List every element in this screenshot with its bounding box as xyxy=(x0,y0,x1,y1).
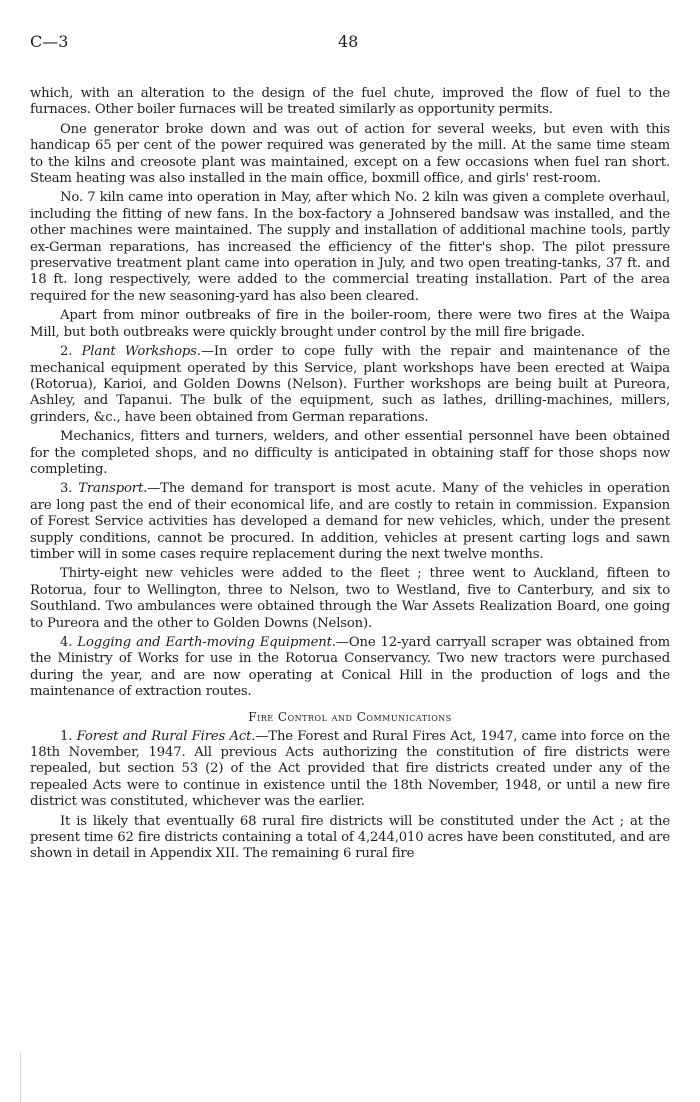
paragraph-mechanics: Mechanics, fitters and turners, welders, and other essential personnel have been obtained for the completed shops, and no difficulty is anticipated in obtaining staff for those shops now completing. xyxy=(30,429,670,477)
item-text: —The demand for transport is most acute. Many of the vehicles in operation are long past the end of their economical life, and are costly to retain in commission. Expansion of Forest Service activities has developed a demand for new vehicles, which, under the present supply conditions, cannot be procured. In addition, vehicles at present carting logs and sawn timber will in some cases require replacement during the next twelve months. xyxy=(30,481,670,562)
item-title: Forest and Rural Fires Act. xyxy=(76,728,256,744)
paragraph-vehicles: Thirty-eight new vehicles were added to the fleet ; three went to Auckland, fifteen to Rotorua, four to Wellington, three to Nelson, two to Westland, five to Canterbury, and six to Southland. Two ambulances were obtained through the War Assets Realization Board, one going to Pureora and the other to Golden Downs (Nelson). xyxy=(30,566,670,631)
paragraph-fires-act xyxy=(30,729,670,811)
paragraph-generator: One generator broke down and was out of action for several weeks, but even with this handicap 65 per cent of the power required was generated by the mill. At the same time steam to the kilns and creosote plant was maintained, except on a few occasions when fuel ran short. Steam heating was also installed in the main office, boxmill office, and girls' rest-room. xyxy=(30,121,670,187)
item-number: 4. xyxy=(60,635,73,650)
item-title: Logging and Earth-moving Equipment. xyxy=(77,635,336,650)
section-heading: Fire Control and Communications xyxy=(248,709,452,724)
item-number: 2. xyxy=(60,344,73,360)
item-title: Transport. xyxy=(78,481,148,497)
item-number: 1. xyxy=(60,728,73,744)
item-text: —In order to cope fully with the repair and maintenance of the mechanical equipment operated by this Service, plant workshops have been erected at Waipa (Rotorua), Karioi, and Golden Downs (Nelson). Further workshops are being built at Pureora, Ashley, and Tapanui. The bulk of the equipment, such as lathes, drilling-machines, millers, grinders, &c., have been obtained from German reparations. xyxy=(30,344,670,425)
margin-rule xyxy=(20,1052,21,1102)
paragraph-transport xyxy=(30,481,670,563)
item-number: 3. xyxy=(60,481,73,497)
item-text: —One 12-yard carryall scraper was obtained from the Ministry of Works for use in the Rotorua Conservancy. Two new tractors were purchased during the year, and are now operating at Conical Hill in the production of logs and the maintenance of extraction routes. xyxy=(30,635,670,700)
item-text: —The Forest and Rural Fires Act, 1947, came into force on the 18th November, 1947. All previous Acts authorizing the constitution of fire districts were repealed, but section 53 (2) of the Act provided that fire districts created under any of the repealed Acts were to continue in existence until the 18th November, 1948, or until a new fire district was constituted, whichever was the earlier. xyxy=(30,728,670,810)
document-reference: C—3 xyxy=(30,32,69,51)
paragraph-kilns: No. 7 kiln came into operation in May, after which No. 2 kiln was given a complete overhaul, including the fitting of new fans. In the box-factory a Johnsered bandsaw was installed, and the other machines were maintained. The supply and installation of additional machine tools, partly ex-German reparations, has increased the efficiency of the fitter's shop. The pilot pressure preservative treatment plant came into operation in July, and two open treating-tanks, 37 ft. and 18 ft. long respectively, were added to the commercial treating installation. Part of the area required for the new seasoning-yard has also been cleared. xyxy=(30,190,670,304)
paragraph-fire-districts: It is likely that eventually 68 rural fire districts will be constituted under the Act ; at the present time 62 fire districts containing a total of 4,244,010 acres have been constituted, and are shown in detail in Appendix XII. The remaining 6 rural fire xyxy=(30,813,670,862)
page-header xyxy=(30,32,670,56)
paragraph-logging-equipment xyxy=(30,635,670,701)
paragraph-fuel-chute: which, with an alteration to the design of the fuel chute, improved the flow of fuel to the furnaces. Other boiler furnaces will be treated similarly as opportunity permits. xyxy=(30,86,670,118)
page-number: 48 xyxy=(338,32,359,51)
paragraph-fires: Apart from minor outbreaks of fire in the boiler-room, there were two fires at the Waipa Mill, but both outbreaks were quickly brought under control by the mill fire brigade. xyxy=(30,308,670,340)
item-title: Plant Workshops. xyxy=(81,344,201,360)
paragraph-plant-workshops xyxy=(30,344,670,426)
document-page xyxy=(30,32,670,863)
